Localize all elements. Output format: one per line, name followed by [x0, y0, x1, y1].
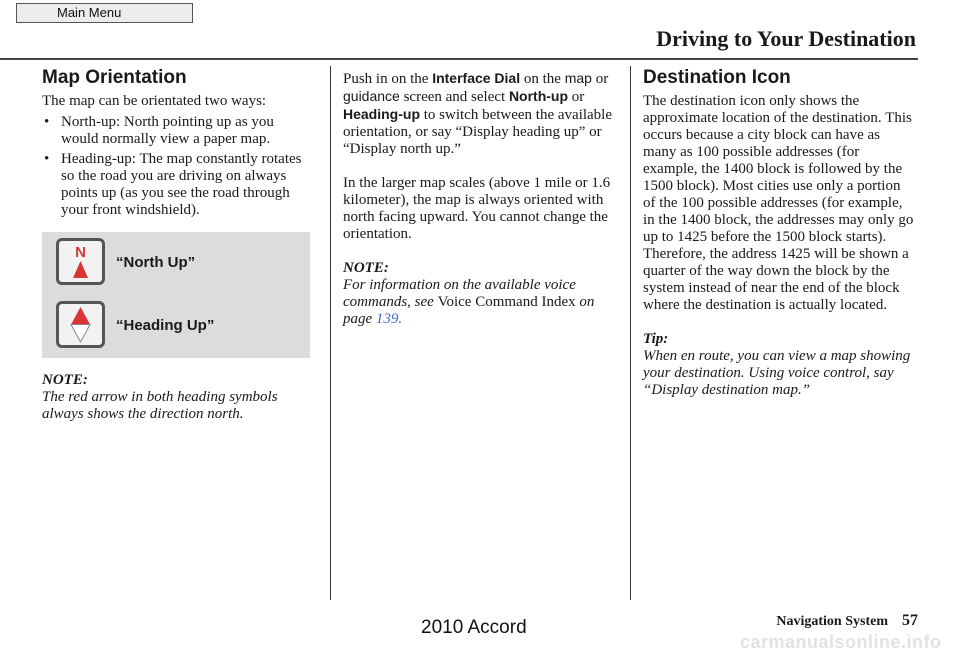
footer-section-name: Navigation System [776, 614, 888, 629]
north-letter: N [75, 244, 86, 261]
note-title: NOTE: [343, 260, 389, 276]
column-divider [630, 66, 631, 600]
note-text: The red arrow in both heading symbols always shows the direction north. [42, 389, 278, 422]
map-orientation-heading: Map Orientation [42, 67, 187, 88]
list-item-north-up: • North-up: North pointing up as you would normally view a paper map. [42, 114, 314, 148]
north-up-label: “North Up” [116, 254, 196, 271]
note-title: NOTE: [42, 372, 88, 388]
tip-title: Tip: [643, 331, 669, 347]
voice-command-index-ref: Voice Command Index [437, 294, 576, 310]
map-orientation-section [42, 66, 314, 423]
model-watermark: 2010 Accord [421, 617, 527, 638]
destination-icon-heading: Destination Icon [643, 67, 791, 88]
page-link[interactable]: 139. [375, 311, 403, 327]
map-term: map [564, 70, 592, 86]
orientation-icons-panel [42, 232, 310, 358]
guidance-term: guidance [343, 88, 400, 104]
site-watermark: carmanualsonline.info [740, 632, 942, 652]
title-rule [0, 58, 918, 60]
orientation-list [42, 114, 314, 219]
list-item-heading-up: • Heading-up: The map constantly rotates so the road you are driving on always points up (as you see the road through your front windshield). [42, 151, 314, 219]
heading-up-label: “Heading Up” [116, 317, 215, 334]
page-title: Driving to Your Destination [656, 26, 916, 51]
map-scale-paragraph: In the larger map scales (above 1 mile or 1.6 kilometer), the map is always oriented with north facing upward. You cannot change the orientation. [343, 175, 611, 242]
switch-instructions: Push in on the Interface Dial on the map or guidance screen and select North-up or Heading-up to switch between the available orientation, or say “Display heading up” or “Display north up.” [343, 70, 613, 157]
orientation-instructions [343, 70, 618, 328]
column-divider [330, 66, 331, 600]
heading-up-term: Heading-up [343, 106, 420, 122]
north-up-icon [56, 238, 105, 285]
heading-up-icon [56, 301, 105, 348]
interface-dial-term: Interface Dial [432, 70, 521, 86]
north-up-term: North-up [508, 88, 569, 104]
tip-text: When en route, you can view a map showing your destination. Using voice control, say “Display destination map.” [643, 348, 911, 398]
destination-icon-section [643, 66, 915, 399]
destination-icon-paragraph: The destination icon only shows the approximate location of the destination. This occurs because a city block can have as many as 100 possible addresses (for example, the 1400 block is followed by the 1500 block). Most cities use only a portion of the 100 possible addresses (for example, in the 1400 block, the addresses may only go up to 1425 before the 1500 block starts). Therefore, the address 1425 will be shown a quarter of the way down the block by the system instead of near the end of the block where the destination is actually located. [643, 93, 914, 313]
main-menu-button[interactable]: Main Menu [16, 3, 193, 23]
orientation-intro: The map can be orientated two ways: [42, 93, 267, 109]
page-footer [776, 612, 918, 630]
page-number: 57 [902, 612, 918, 629]
voice-command-note: For information on the available voice commands, see Voice Command Index on page 139. [343, 277, 595, 327]
